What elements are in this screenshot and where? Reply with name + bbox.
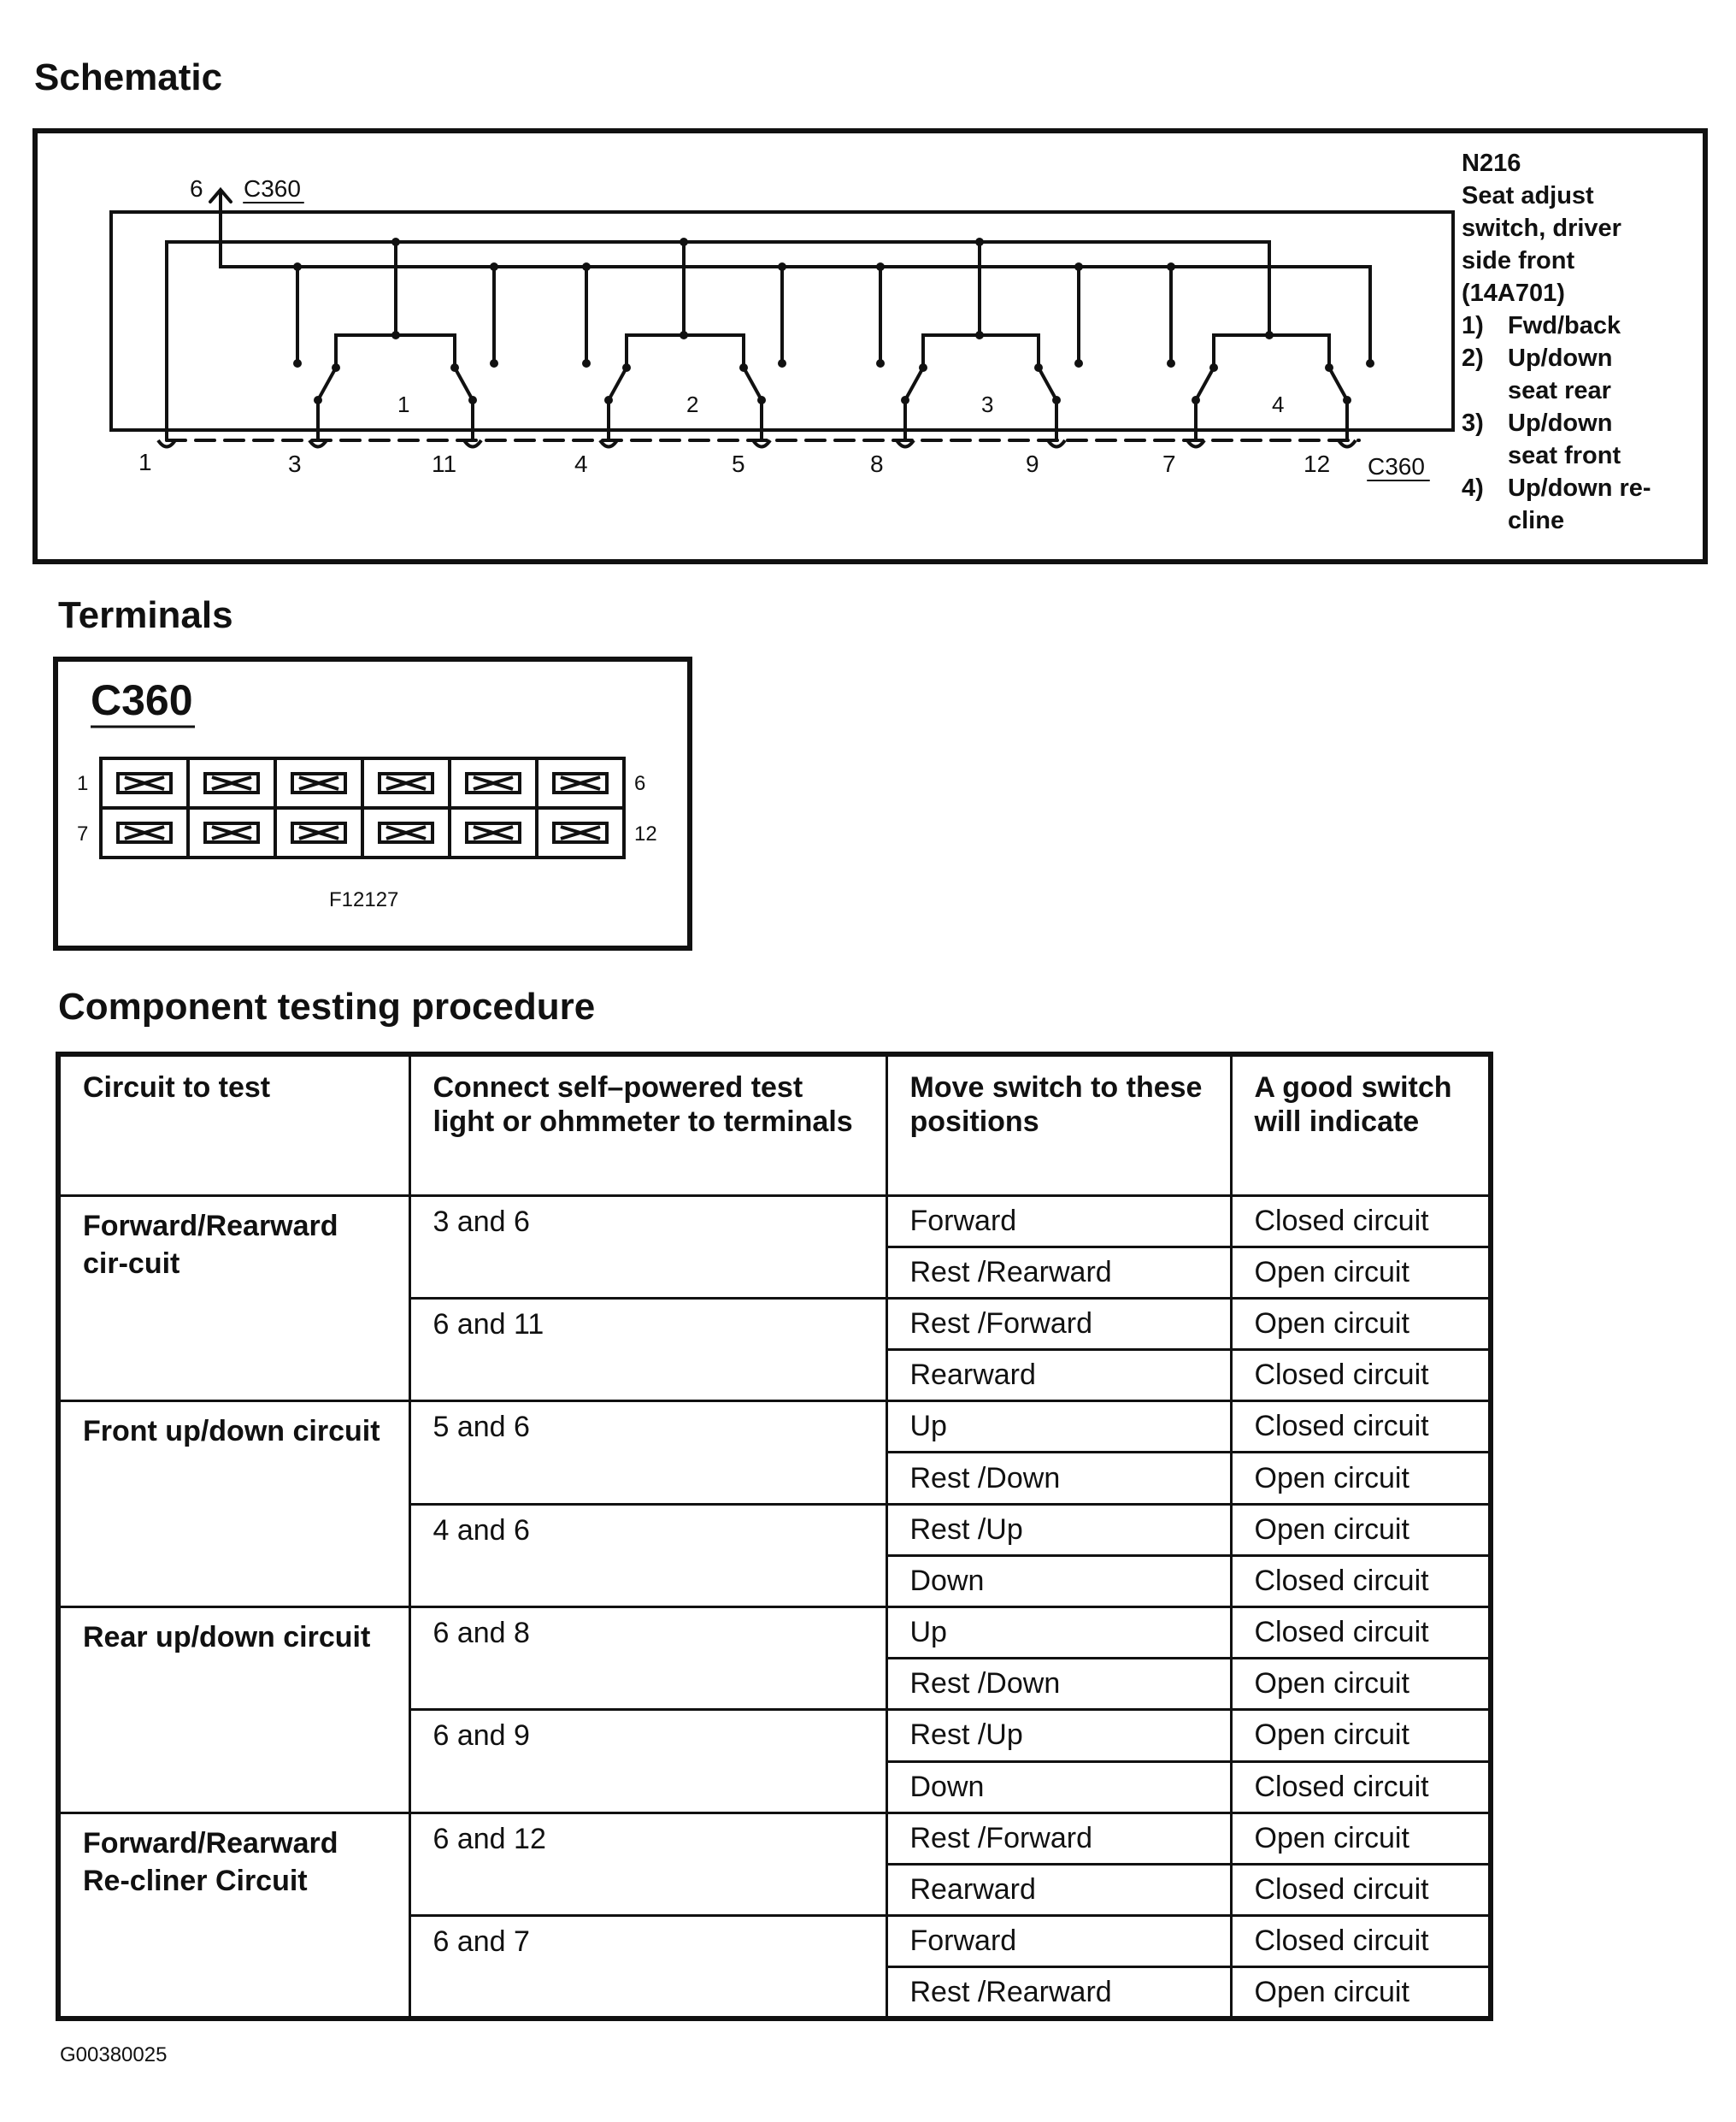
terminal-pair: 6 and 12 (409, 1813, 886, 1915)
header-indication: A good switch will indicate (1231, 1054, 1491, 1195)
legend-item-text: Up/down re- (1508, 475, 1651, 502)
table-row (58, 1195, 1491, 1247)
circuit-name: Front up/down circuit (58, 1401, 409, 1607)
switch-position: Forward (886, 1916, 1231, 1967)
connector-name: C360 (91, 676, 193, 724)
row1-left-pin: 1 (77, 772, 89, 795)
pin-label: 4 (574, 451, 588, 477)
terminals-heading: Terminals (58, 594, 233, 636)
legend-item (1462, 309, 1651, 342)
legend-item-num: 1) (1462, 312, 1484, 339)
circuit-name: Rear up/down circuit (58, 1607, 409, 1813)
terminal-pair: 6 and 7 (409, 1916, 886, 2019)
legend-item-text: Up/down (1508, 410, 1613, 437)
legend-item-text: seat rear (1508, 377, 1611, 404)
switch-position: Up (886, 1607, 1231, 1659)
legend-item (1462, 342, 1651, 374)
pin-label: 9 (1026, 451, 1039, 477)
expected-result: Open circuit (1231, 1247, 1491, 1298)
table-row (58, 1401, 1491, 1453)
switch-position: Down (886, 1761, 1231, 1813)
legend-item (1462, 407, 1651, 439)
table-row (58, 1813, 1491, 1864)
switch-position: Rest /Rearward (886, 1247, 1231, 1298)
terminal-pair: 6 and 8 (409, 1607, 886, 1710)
legend-item-text: Up/down (1508, 345, 1613, 372)
expected-result: Open circuit (1231, 1659, 1491, 1710)
legend-desc-line: Seat adjust (1462, 182, 1594, 209)
table-row (58, 1607, 1491, 1659)
switch-position: Rest /Up (886, 1710, 1231, 1761)
switch-position: Rest /Forward (886, 1298, 1231, 1349)
circuit-name: Forward/Rearward Re-cliner Circuit (58, 1813, 409, 2019)
legend-item-text: Fwd/back (1508, 312, 1621, 339)
circuit-name: Forward/Rearward cir-cuit (58, 1195, 409, 1401)
figure-id: F12127 (329, 888, 399, 911)
switch-position: Rest /Down (886, 1453, 1231, 1504)
terminal-pair: 5 and 6 (409, 1401, 886, 1504)
switch-position: Down (886, 1555, 1231, 1606)
pin-label: 8 (870, 451, 884, 477)
pin-label: 11 (432, 451, 457, 477)
expected-result: Open circuit (1231, 1453, 1491, 1504)
terminal-pair: 3 and 6 (409, 1195, 886, 1298)
legend-desc-line: (14A701) (1462, 280, 1565, 307)
header-positions: Move switch to these positions (886, 1054, 1231, 1195)
switch-number-1: 1 (397, 392, 410, 417)
expected-result: Open circuit (1231, 1710, 1491, 1761)
terminal-pair: 6 and 11 (409, 1298, 886, 1400)
switch-number-2: 2 (686, 392, 699, 417)
header-terminals: Connect self–powered test light or ohmmeter to terminals (409, 1054, 886, 1195)
legend-item-text: seat front (1508, 442, 1621, 469)
connector-top-label: C360 (244, 175, 301, 202)
connector-bottom-label: C360 (1368, 453, 1425, 480)
expected-result: Open circuit (1231, 1967, 1491, 2019)
pin-label: 7 (1162, 451, 1176, 477)
pin-label: 1 (138, 449, 152, 475)
pin-label: 3 (288, 451, 302, 477)
schematic-heading: Schematic (34, 56, 223, 98)
legend-item-num: 2) (1462, 345, 1484, 372)
legend-item-num: 4) (1462, 475, 1484, 502)
row2-left-pin: 7 (77, 822, 89, 846)
expected-result: Closed circuit (1231, 1555, 1491, 1606)
legend-item-text: cline (1508, 507, 1565, 534)
expected-result: Closed circuit (1231, 1864, 1491, 1915)
header-circuit: Circuit to test (58, 1054, 409, 1195)
legend-id: N216 (1462, 150, 1521, 177)
terminal-pair: 4 and 6 (409, 1504, 886, 1606)
row2-right-pin: 12 (634, 822, 657, 846)
pin6-label: 6 (190, 175, 203, 202)
row1-right-pin: 6 (634, 772, 646, 795)
legend-item-num: 3) (1462, 410, 1484, 437)
switch-position: Rest /Forward (886, 1813, 1231, 1864)
terminal-pair: 6 and 9 (409, 1710, 886, 1813)
switch-number-3: 3 (981, 392, 994, 417)
expected-result: Closed circuit (1231, 1401, 1491, 1453)
switch-position: Rest /Down (886, 1659, 1231, 1710)
expected-result: Closed circuit (1231, 1761, 1491, 1813)
expected-result: Closed circuit (1231, 1195, 1491, 1247)
switch-position: Rest /Rearward (886, 1967, 1231, 2019)
legend-desc-line: switch, driver (1462, 215, 1621, 242)
pin-label: 12 (1303, 451, 1331, 477)
legend-desc-line: side front (1462, 247, 1575, 274)
expected-result: Open circuit (1231, 1298, 1491, 1349)
switch-position: Up (886, 1401, 1231, 1453)
procedure-heading: Component testing procedure (58, 986, 596, 1028)
procedure-table (56, 1052, 1493, 2021)
expected-result: Closed circuit (1231, 1916, 1491, 1967)
expected-result: Open circuit (1231, 1504, 1491, 1555)
switch-position: Rearward (886, 1864, 1231, 1915)
switch-number-4: 4 (1272, 392, 1285, 417)
expected-result: Closed circuit (1231, 1607, 1491, 1659)
switch-position: Forward (886, 1195, 1231, 1247)
switch-position: Rearward (886, 1350, 1231, 1401)
table-header-row (58, 1054, 1491, 1195)
connector-face-diagram (0, 0, 701, 958)
pin-label: 5 (732, 451, 745, 477)
legend-item (1462, 472, 1651, 504)
expected-result: Closed circuit (1231, 1350, 1491, 1401)
expected-result: Open circuit (1231, 1813, 1491, 1864)
figure-code: G00380025 (60, 2043, 168, 2066)
component-legend (1462, 147, 1651, 537)
switch-position: Rest /Up (886, 1504, 1231, 1555)
